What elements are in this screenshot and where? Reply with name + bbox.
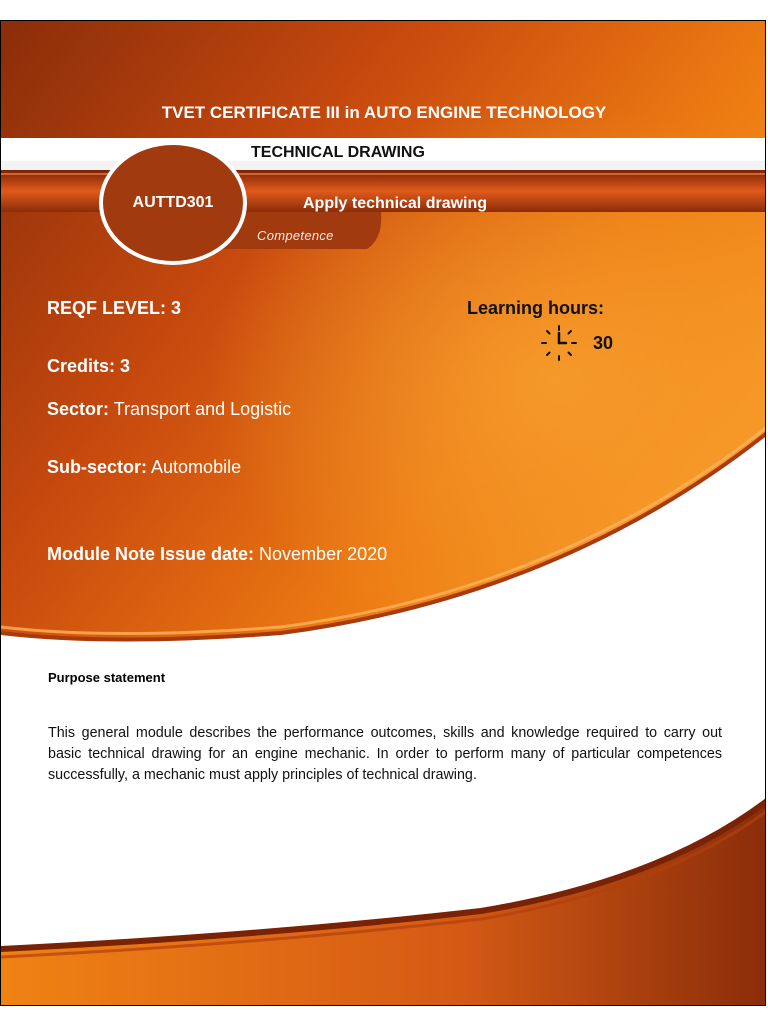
document-page [0,20,766,1006]
certificate-title: TVET CERTIFICATE III in AUTO ENGINE TECHNOLOGY [161,103,607,122]
learning-hours-label: Learning hours: [467,298,605,318]
credits: Credits: 3 [47,356,131,376]
issue-date: Module Note Issue date: November 2020 [47,544,388,564]
module-code-badge: AUTTD301 [99,141,247,265]
sub-sector: Sub-sector: Automobile [47,457,242,477]
clock-icon [539,323,579,363]
competence-label: Competence [257,228,334,243]
learning-hours [539,323,613,363]
learning-hours-value: 30 [593,332,614,353]
purpose-title: Purpose statement [48,670,166,685]
sector: Sector: Transport and Logistic [47,399,292,419]
module-title: TECHNICAL DRAWING [251,144,425,161]
purpose-text: This general module describes the performance outcomes, skills and knowledge required to carry out basic technical drawing for an engine mechanic. In order to perform many of particular competences successfully, a mechanic must apply principles of technical drawing. [48,725,722,783]
unit-title: Apply technical drawing [303,195,488,212]
reqf-level: REQF LEVEL: 3 [47,298,182,318]
